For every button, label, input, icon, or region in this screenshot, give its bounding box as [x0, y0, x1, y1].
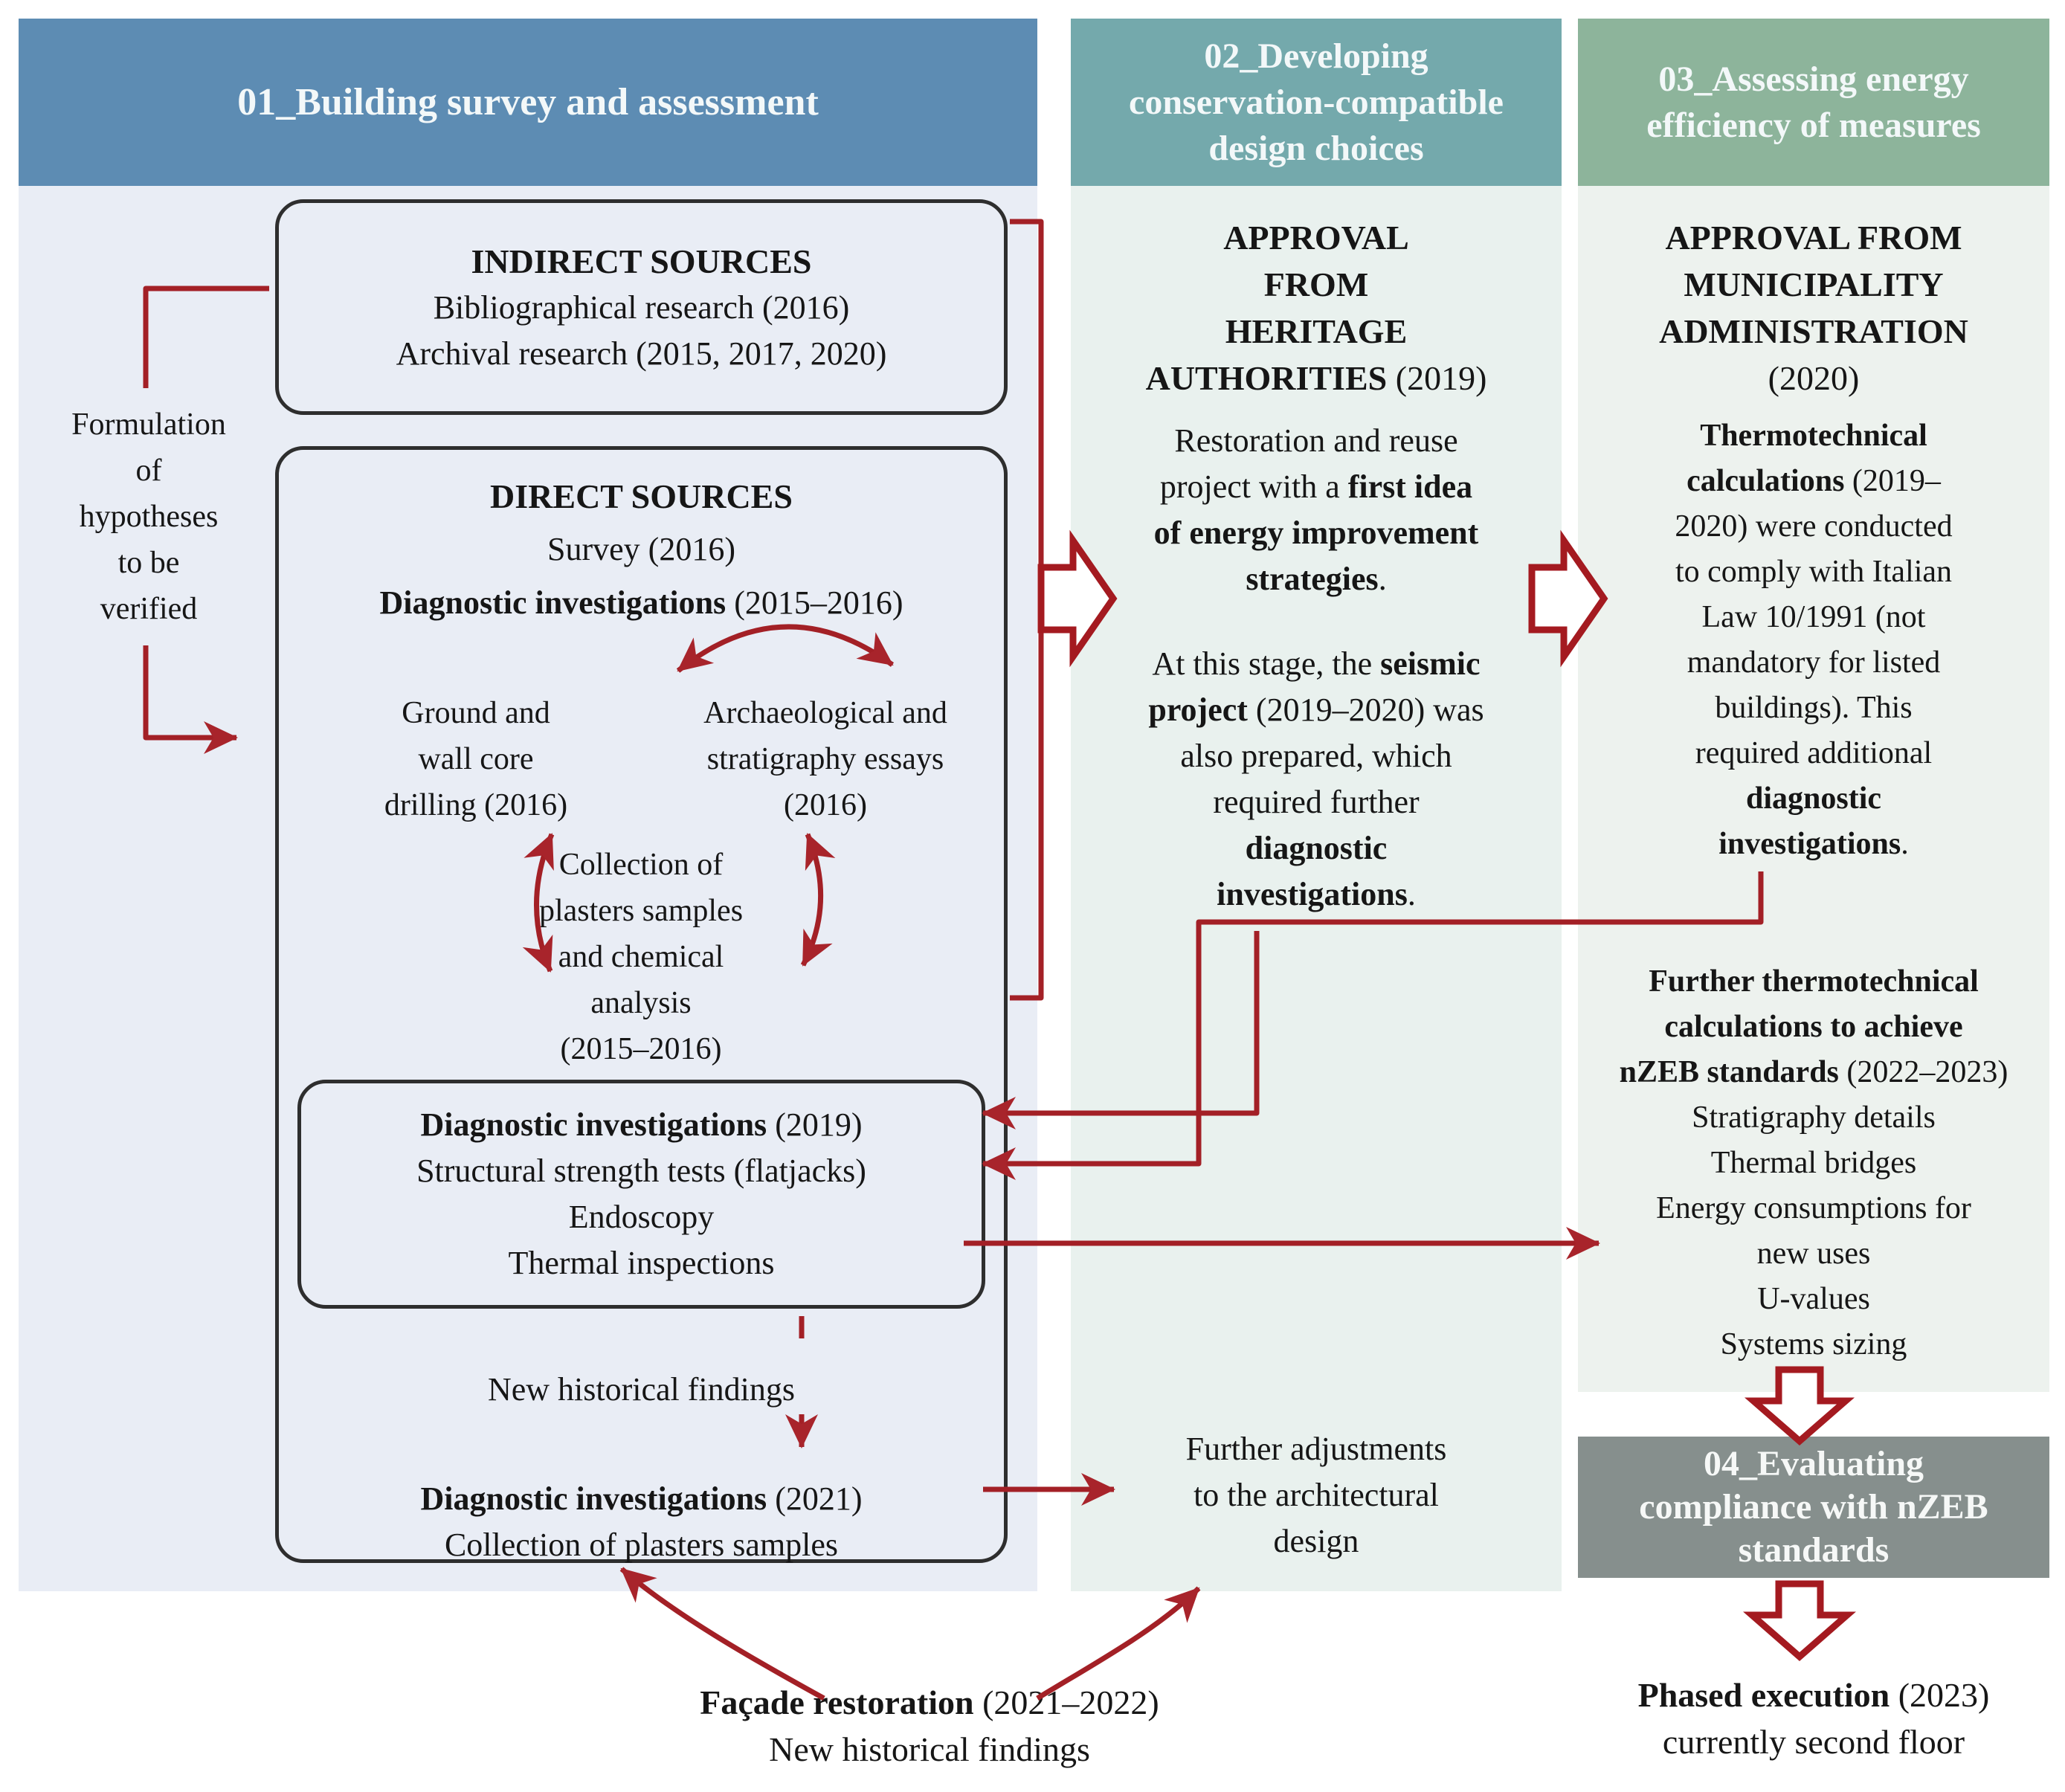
text-line: new uses — [1756, 1237, 1871, 1271]
nzeb-calculations-paragraph — [1572, 959, 2055, 1367]
survey-label: Survey (2016) — [547, 531, 735, 567]
facade-restoration-l2: New historical findings — [769, 1730, 1090, 1768]
text-line: wall core — [418, 742, 534, 776]
facade-restoration-bold: Façade restoration — [700, 1683, 974, 1721]
phase1-header — [19, 19, 1037, 186]
text-line: to be — [117, 546, 180, 580]
thermo-l4: to comply with Italian — [1675, 555, 1953, 589]
phased-execution-bold: Phased execution — [1637, 1676, 1890, 1714]
text-line: verified — [100, 592, 198, 626]
diagnostic-2021-year: (2021) — [767, 1480, 863, 1517]
text-line: design — [1273, 1523, 1359, 1559]
text-line: analysis — [590, 986, 692, 1020]
text-line: 02_Developing — [1204, 36, 1428, 76]
diagnostic-2019-year: (2019) — [767, 1106, 863, 1143]
restoration-l3 — [1077, 510, 1556, 556]
text-line: Collection of — [558, 848, 724, 882]
nzeb-l1 — [1572, 959, 2055, 1005]
nzeb-l2b: calculations to achieve — [1664, 1010, 1963, 1044]
text-line: efficiency of measures — [1646, 105, 1981, 145]
text-line: of — [135, 454, 162, 488]
text-line: Further adjustments — [1185, 1431, 1447, 1467]
facade-restoration-l1 — [647, 1679, 1212, 1726]
seismic-l6 — [1077, 871, 1556, 918]
phased-execution-l1 — [1578, 1672, 2049, 1718]
thermo-l7: buildings). This — [1715, 691, 1913, 725]
direct-sources-title — [275, 473, 1008, 520]
restoration-l1: Restoration and reuse — [1174, 422, 1458, 459]
phase1-header-label: 01_Building survey and assessment — [237, 80, 819, 123]
text-line: Systems sizing — [1720, 1327, 1907, 1361]
heritage-approval-l4-year: (2019) — [1387, 359, 1487, 397]
thermo-l10 — [1582, 822, 2045, 867]
text-line: and chemical — [558, 940, 724, 974]
restoration-l2 — [1077, 464, 1556, 510]
thermo-l1b: Thermotechnical — [1700, 419, 1927, 453]
nzeb-l2 — [1572, 1005, 2055, 1050]
diagnostic-2019-bold: Diagnostic investigations — [420, 1106, 767, 1143]
text-line: 04_Evaluating — [1703, 1444, 1924, 1483]
text-line: (2015–2016) — [560, 1032, 722, 1066]
text-line: Endoscopy — [568, 1199, 715, 1235]
text-line: ADMINISTRATION — [1659, 312, 1968, 350]
indirect-sources-title: INDIRECT SOURCES — [471, 242, 812, 280]
nzeb-l1b: Further thermotechnical — [1649, 964, 1979, 999]
diagnostic-2021-title — [275, 1476, 1008, 1522]
diagnostic-2019-box — [297, 1080, 985, 1309]
text-line: compliance with nZEB — [1639, 1487, 1988, 1527]
seismic-l2r: (2019–2020) was — [1247, 692, 1484, 728]
restoration-l4b: strategies — [1246, 561, 1379, 597]
text-line: drilling (2016) — [384, 788, 568, 822]
thermo-l2r: (2019– — [1844, 464, 1941, 498]
thermo-l2 — [1582, 459, 2045, 504]
nzeb-l3b: nZEB standards — [1619, 1055, 1839, 1089]
heritage-approval-l3: HERITAGE — [1225, 312, 1408, 350]
new-historical-findings-text: New historical findings — [487, 1371, 796, 1408]
seismic-paragraph — [1077, 641, 1556, 918]
seismic-l1 — [1077, 641, 1556, 687]
text-line: Stratigraphy details — [1692, 1100, 1936, 1135]
seismic-l5b: diagnostic — [1245, 830, 1388, 866]
text-line: standards — [1738, 1530, 1890, 1570]
seismic-l3: also prepared, which — [1180, 738, 1452, 774]
text-line: U-values — [1757, 1282, 1870, 1316]
diagnostic-2019-title — [420, 1102, 862, 1148]
text-line: conservation-compatible — [1129, 82, 1504, 122]
text-line: APPROVAL FROM — [1665, 219, 1962, 257]
facade-restoration-label — [647, 1679, 1212, 1773]
seismic-l1a: At this stage, the — [1152, 645, 1381, 682]
direct-sources-title-label: DIRECT SOURCES — [490, 477, 793, 515]
archaeological-essays-item — [669, 690, 982, 828]
text-line: Thermal inspections — [508, 1245, 775, 1281]
municipality-approval-year: (2020) — [1768, 359, 1860, 397]
ground-drilling-item — [342, 690, 610, 828]
phased-execution-label — [1578, 1672, 2049, 1765]
municipality-approval-title — [1582, 214, 2045, 402]
thermo-l10r: . — [1901, 827, 1909, 861]
restoration-l2a: project with a — [1159, 468, 1348, 505]
heritage-approval-title — [1077, 214, 1556, 402]
text-line: (2016) — [784, 788, 867, 822]
text-line: MUNICIPALITY — [1684, 265, 1944, 303]
seismic-l2 — [1077, 687, 1556, 733]
heritage-approval-l4 — [1077, 355, 1556, 402]
thermo-l5: Law 10/1991 (not — [1701, 600, 1926, 634]
survey-item — [275, 526, 1008, 573]
thermo-l8: required additional — [1695, 736, 1933, 770]
diagnostic-2015-2016-item — [275, 580, 1008, 626]
thermo-l6: mandatory for listed — [1687, 645, 1941, 680]
phase4-to-phased-block-arrow — [1752, 1584, 1847, 1657]
seismic-l1b: seismic — [1380, 645, 1481, 682]
diagnostic-2019-items — [416, 1148, 866, 1286]
formulation-label — [30, 402, 268, 632]
diagnostic-2021-line2: Collection of plasters samples — [444, 1527, 839, 1563]
thermo-l3: 2020) were conducted — [1675, 509, 1953, 544]
new-historical-findings-label — [275, 1367, 1008, 1413]
heritage-approval-l1: APPROVAL — [1223, 219, 1409, 257]
phase3-header — [1578, 19, 2049, 186]
indirect-sources-box — [275, 199, 1008, 415]
text-line: plasters samples — [538, 894, 744, 928]
text-line: Archaeological and — [703, 696, 947, 730]
thermotechnical-paragraph — [1582, 413, 2045, 867]
heritage-approval-l2: FROM — [1263, 265, 1369, 303]
seismic-l6r: . — [1407, 876, 1416, 912]
diagnostic-2021-bold: Diagnostic investigations — [420, 1480, 767, 1517]
heritage-approval-l4-bold: AUTHORITIES — [1145, 359, 1388, 397]
restoration-l2b: first idea — [1347, 468, 1473, 505]
plaster-collection-item — [448, 842, 834, 1072]
phase2-header — [1071, 19, 1562, 186]
text-line: Energy consumptions for — [1656, 1191, 1971, 1225]
further-adjustments-label — [1077, 1426, 1556, 1564]
seismic-l5 — [1077, 825, 1556, 871]
text-line: Ground and — [402, 696, 550, 730]
phased-execution-l2: currently second floor — [1662, 1723, 1965, 1761]
facade-restoration-years: (2021–2022) — [973, 1683, 1159, 1721]
text-line: Archival research (2015, 2017, 2020) — [396, 335, 887, 372]
thermo-l10b: investigations — [1718, 827, 1901, 861]
municipality-approval-lines — [1582, 214, 2045, 355]
text-line: to the architectural — [1193, 1477, 1439, 1513]
text-line: Formulation — [71, 407, 226, 442]
thermo-l2b: calculations — [1687, 464, 1845, 498]
nzeb-items — [1572, 1095, 2055, 1367]
text-line: Structural strength tests (flatjacks) — [416, 1153, 866, 1189]
restoration-l4 — [1077, 556, 1556, 602]
text-line: stratigraphy essays — [706, 742, 944, 776]
phase4-header — [1578, 1437, 2049, 1578]
restoration-l4r: . — [1378, 561, 1387, 597]
text-line: design choices — [1208, 128, 1424, 168]
thermo-l9b: diagnostic — [1745, 781, 1882, 816]
text-line: Bibliographical research (2016) — [433, 289, 850, 326]
thermo-l1 — [1582, 413, 2045, 459]
nzeb-l3r: (2022–2023) — [1838, 1055, 2008, 1089]
text-line: hypotheses — [79, 500, 219, 534]
text-line: 03_Assessing energy — [1658, 59, 1969, 99]
nzeb-l3 — [1572, 1050, 2055, 1095]
seismic-l2b: project — [1148, 692, 1248, 728]
restoration-paragraph — [1077, 418, 1556, 602]
text-line: Thermal bridges — [1710, 1146, 1917, 1180]
thermo-l9 — [1582, 776, 2045, 822]
diagnostic-2015-2016-years: (2015–2016) — [726, 584, 903, 621]
restoration-l3b: of energy improvement — [1153, 515, 1479, 551]
phased-execution-year: (2023) — [1890, 1676, 1990, 1714]
indirect-sources-lines — [396, 285, 887, 377]
diagnostic-2021-item — [275, 1476, 1008, 1568]
seismic-l6b: investigations — [1217, 876, 1408, 912]
diagnostic-2015-2016-bold: Diagnostic investigations — [379, 584, 727, 621]
seismic-l4: required further — [1213, 784, 1420, 820]
